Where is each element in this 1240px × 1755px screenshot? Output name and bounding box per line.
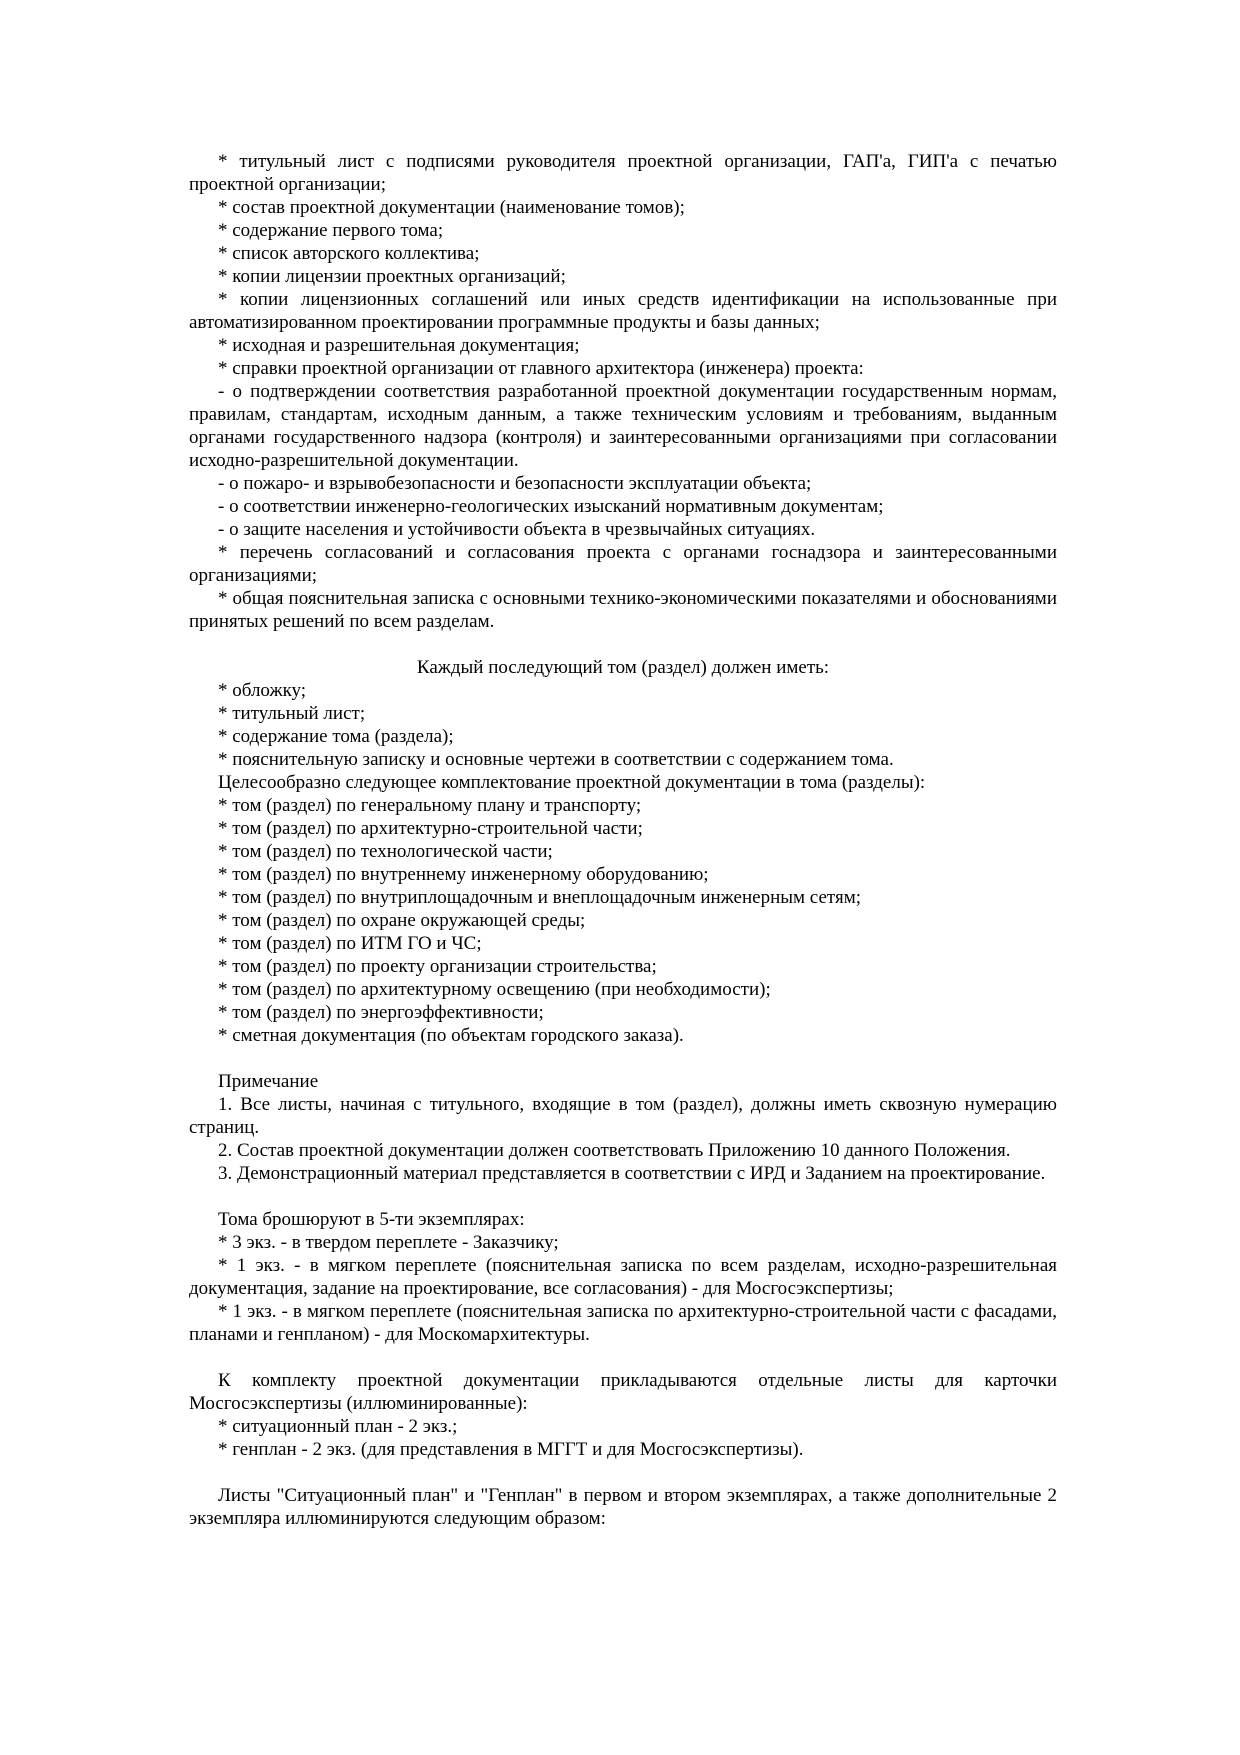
paragraph: Тома брошюруют в 5-ти экземплярах: <box>218 1209 525 1230</box>
paragraph: * исходная и разрешительная документация; <box>218 335 580 356</box>
paragraph: * 1 экз. - в мягком переплете (пояснительная записка по архитектурно-строительной части с фасадами, планами и генпланом) - для Москомархитектуры. <box>189 1301 1057 1345</box>
spacer <box>189 1185 1057 1208</box>
paragraph: * том (раздел) по энергоэффективности; <box>218 1002 544 1023</box>
paragraph: * сметная документация (по объектам городского заказа). <box>218 1025 684 1046</box>
paragraph: * содержание первого тома; <box>218 220 444 241</box>
paragraph: * обложку; <box>218 680 307 701</box>
paragraph: * генплан - 2 экз. (для представления в МГГТ и для Мосгосэкспертизы). <box>218 1439 804 1460</box>
paragraph: * 3 экз. - в твердом переплете - Заказчику; <box>218 1232 559 1253</box>
paragraph: * состав проектной документации (наименование томов); <box>218 197 685 218</box>
paragraph: * том (раздел) по архитектурно-строительной части; <box>218 818 643 839</box>
paragraph: * перечень согласований и согласования проекта с органами госнадзора и заинтересованными организациями; <box>189 542 1057 586</box>
paragraph: * том (раздел) по внутреннему инженерному оборудованию; <box>218 864 709 885</box>
paragraph: * общая пояснительная записка с основными технико-экономическими показателями и обоснованиями принятых решений по всем разделам. <box>189 588 1057 632</box>
paragraph: Листы "Ситуационный план" и "Генплан" в первом и втором экземплярах, а также дополнительные 2 экземпляра иллюминируются следующим образом: <box>189 1485 1057 1529</box>
paragraph: * пояснительную записку и основные чертежи в соответствии с содержанием тома. <box>218 749 894 770</box>
spacer <box>189 1047 1057 1070</box>
paragraph: * титульный лист; <box>218 703 366 724</box>
paragraph: * том (раздел) по внутриплощадочным и внеплощадочным инженерным сетям; <box>218 887 861 908</box>
paragraph: * титульный лист с подписями руководителя проектной организации, ГАП'а, ГИП'а с печатью проектной организации; <box>189 151 1057 195</box>
paragraph: * ситуационный план - 2 экз.; <box>218 1416 458 1437</box>
document-page <box>189 150 1057 1530</box>
paragraph: * содержание тома (раздела); <box>218 726 454 747</box>
paragraph: * список авторского коллектива; <box>218 243 480 264</box>
paragraph: 3. Демонстрационный материал представляется в соответствии с ИРД и Заданием на проектирование. <box>218 1163 1046 1184</box>
binding-section <box>189 1208 1057 1346</box>
attachments-section <box>189 1369 1057 1461</box>
section-heading: Каждый последующий том (раздел) должен иметь: <box>416 657 830 678</box>
paragraph: 1. Все листы, начиная с титульного, входящие в том (раздел), должны иметь сквозную нумерацию страниц. <box>189 1094 1057 1138</box>
paragraph: * том (раздел) по архитектурному освещению (при необходимости); <box>218 979 771 1000</box>
paragraph: - о подтверждении соответствия разработанной проектной документации государственным нормам, правилам, стандартам, исходным данным, а также техническим условиям и требованиям, выданным органами государственного надзора (контроля) и заинтересованными организациями при согласовании исходно-разрешительной документации. <box>189 381 1057 471</box>
paragraph: * том (раздел) по ИТМ ГО и ЧС; <box>218 933 482 954</box>
paragraph: * справки проектной организации от главного архитектора (инженера) проекта: <box>218 358 864 379</box>
spacer <box>189 1346 1057 1369</box>
paragraph: * копии лицензии проектных организаций; <box>218 266 566 287</box>
spacer <box>189 633 1057 656</box>
paragraph: - о пожаро- и взрывобезопасности и безопасности эксплуатации объекта; <box>218 473 812 494</box>
paragraph: К комплекту проектной документации прикладываются отдельные листы для карточки Мосгосэкспертизы (иллюминированные): <box>189 1370 1057 1414</box>
volume-one-contents <box>189 150 1057 633</box>
paragraph: 2. Состав проектной документации должен соответствовать Приложению 10 данного Положения. <box>218 1140 1011 1161</box>
illumination-section <box>189 1484 1057 1530</box>
paragraph: * том (раздел) по технологической части; <box>218 841 553 862</box>
spacer <box>189 1461 1057 1484</box>
paragraph: - о защите населения и устойчивости объекта в чрезвычайных ситуациях. <box>218 519 816 540</box>
paragraph: Целесообразно следующее комплектование проектной документации в тома (разделы): <box>218 772 926 793</box>
paragraph: * том (раздел) по генеральному плану и транспорту; <box>218 795 642 816</box>
paragraph: - о соответствии инженерно-геологических изысканий нормативным документам; <box>218 496 884 517</box>
paragraph: * том (раздел) по проекту организации строительства; <box>218 956 657 977</box>
notes-section <box>189 1070 1057 1185</box>
paragraph: * 1 экз. - в мягком переплете (пояснительная записка по всем разделам, исходно-разрешительная документация, задание на проектирование, все согласования) - для Мосгосэкспертизы; <box>189 1255 1057 1299</box>
notes-heading: Примечание <box>218 1071 319 1092</box>
paragraph: * копии лицензионных соглашений или иных средств идентификации на использованные при автоматизированном проектировании программные продукты и базы данных; <box>189 289 1057 333</box>
paragraph: * том (раздел) по охране окружающей среды; <box>218 910 586 931</box>
subsequent-volume-contents <box>189 679 1057 1047</box>
